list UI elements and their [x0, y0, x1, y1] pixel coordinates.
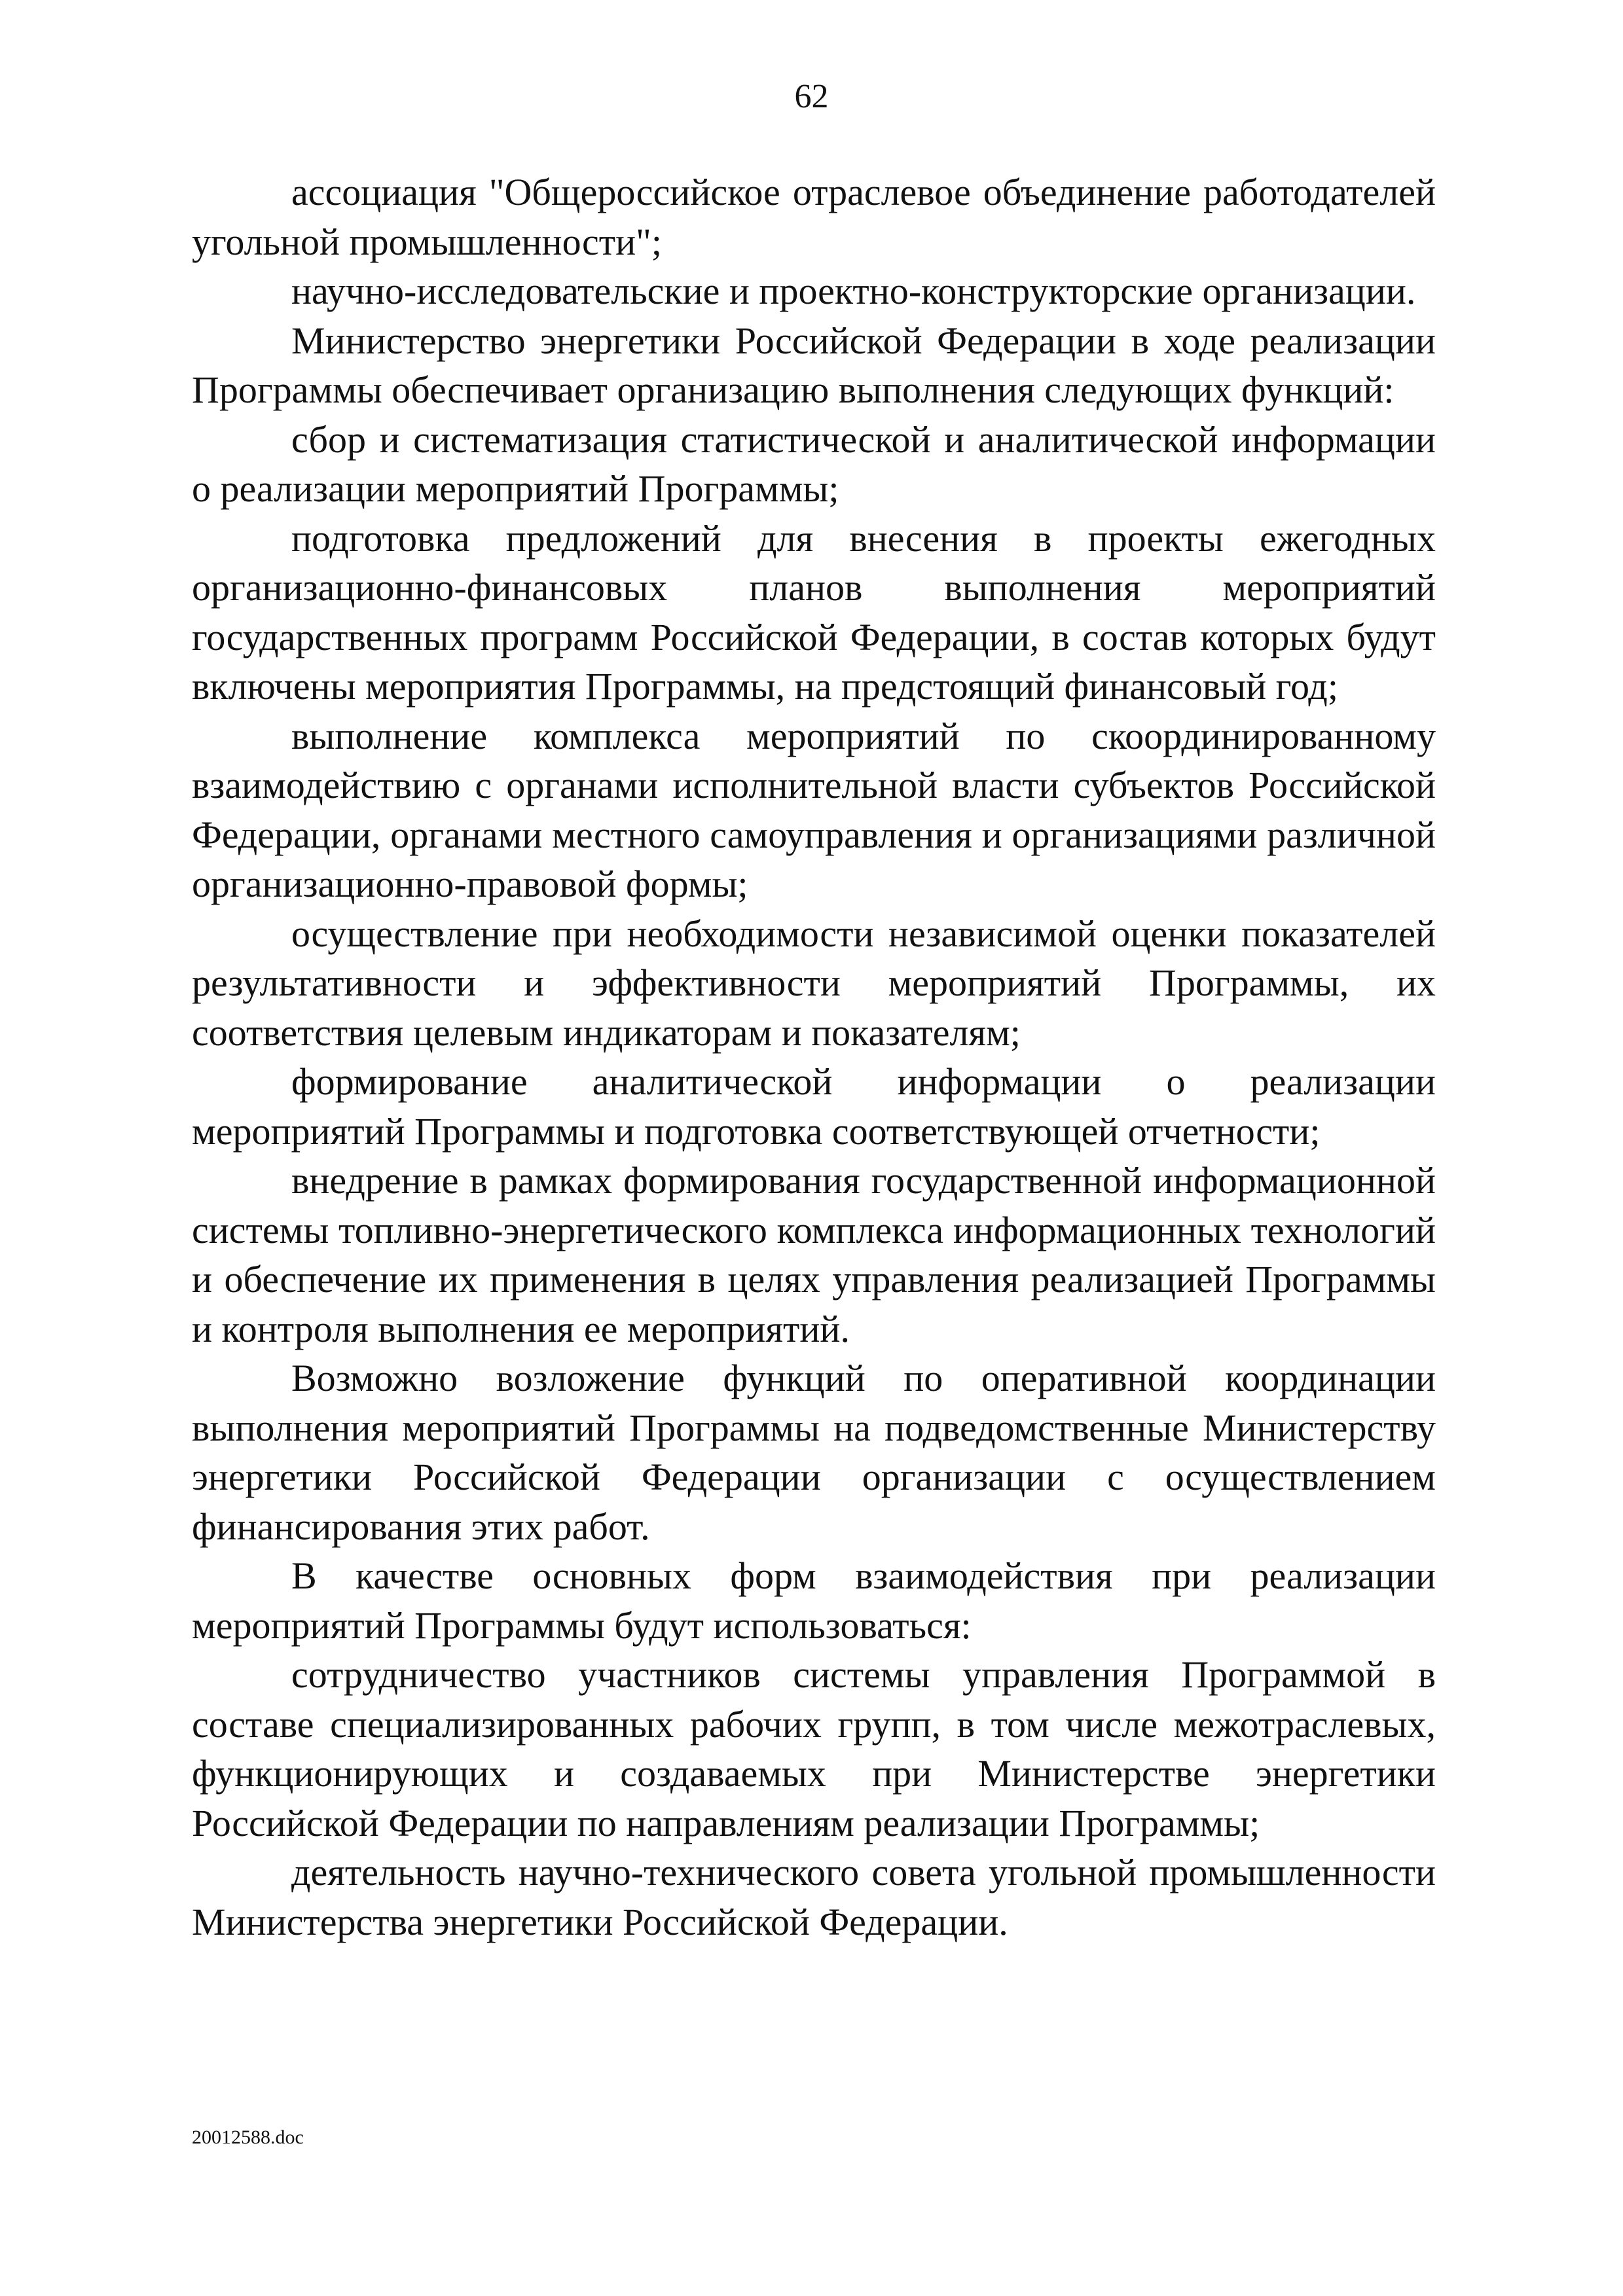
- paragraph-information-collection: сбор и систематизация статистической и аналитической информации о реализации мероприятий Программы;: [192, 418, 1436, 510]
- paragraph-ministry-functions: Министерство энергетики Российской Федерации в ходе реализации Программы обеспечивает организацию выполнения следующих функций:: [192, 319, 1436, 411]
- document-body: [192, 168, 1436, 1946]
- paragraph-interaction-forms: В качестве основных форм взаимодействия при реализации мероприятий Программы будут использоваться:: [192, 1554, 1436, 1647]
- paragraph-operational-coordination: Возможно возложение функций по оперативной координации выполнения мероприятий Программы на подведомственные Министерству энергетики Российской Федерации организации с осуществлением финансирования этих работ.: [192, 1357, 1436, 1548]
- paragraph-research-organizations: научно-исследовательские и проектно-конструкторские организации.: [291, 270, 1416, 312]
- paragraph-coordinated-interaction: выполнение комплекса мероприятий по скоординированному взаимодействию с органами исполнительной власти субъектов Российской Федерации, органами местного самоуправления и организациями различной организационно-правовой формы;: [192, 714, 1436, 905]
- paragraph-association: ассоциация "Общероссийское отраслевое объединение работодателей угольной промышленности";: [192, 171, 1436, 263]
- page-number: 62: [794, 78, 829, 115]
- paragraph-independent-assessment: осуществление при необходимости независимой оценки показателей результативности и эффективности мероприятий Программы, их соответствия целевым индикаторам и показателям;: [192, 912, 1436, 1054]
- paragraph-information-technologies: внедрение в рамках формирования государственной информационной системы топливно-энергетического комплекса информационных технологий и обеспечение их применения в целях управления реализацией Программы и контроля выполнения ее мероприятий.: [192, 1159, 1436, 1350]
- paragraph-technical-council: деятельность научно-технического совета угольной промышленности Министерства энергетики Российской Федерации.: [192, 1851, 1436, 1943]
- paragraph-proposals-preparation: подготовка предложений для внесения в проекты ежегодных организационно-финансовых планов выполнения мероприятий государственных программ Российской Федерации, в состав которых будут включены мероприятия Программы, на предстоящий финансовый год;: [192, 516, 1436, 708]
- paragraph-working-groups: сотрудничество участников системы управления Программой в составе специализированных рабочих групп, в том числе межотраслевых, функционирующих и создаваемых при Министерстве энергетики Российской Федерации по направлениям реализации Программы;: [192, 1653, 1436, 1844]
- footer-file-name: 20012588.doc: [192, 2126, 304, 2148]
- paragraph-analytical-information: формирование аналитической информации о реализации мероприятий Программы и подготовка соответствующей отчетности;: [192, 1060, 1436, 1153]
